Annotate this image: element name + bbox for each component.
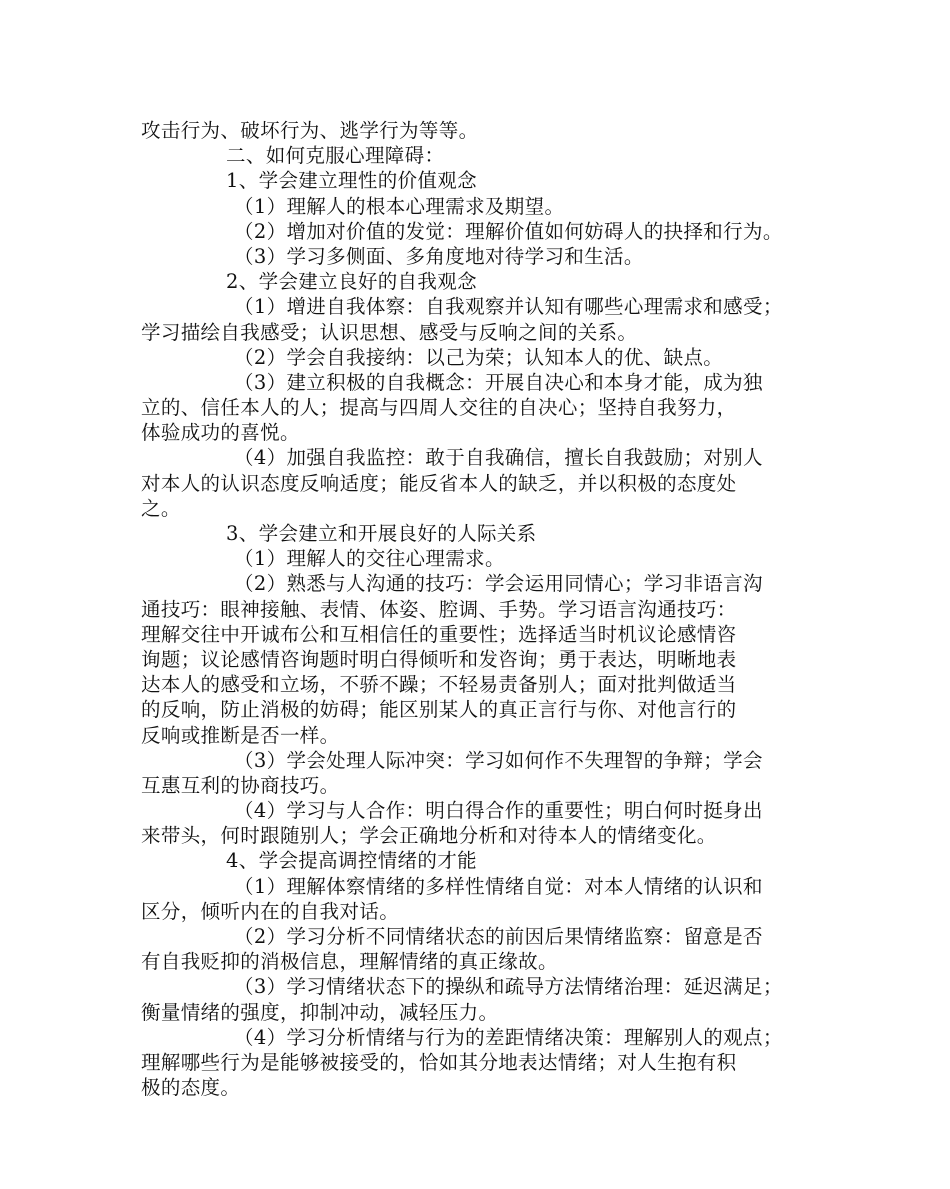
text-line: （1）理解体察情绪的多样性情绪自觉：对本人情绪的认识和 [234, 874, 763, 898]
text-line: 对本人的认识态度反响适度；能反省本人的缺乏，并以积极的态度处 [141, 471, 737, 495]
text-line: （2）增加对价值的发觉：理解价值如何妨碍人的抉择和行为。 [234, 219, 783, 243]
text-line: 达本人的感受和立场，不骄不躁；不轻易责备别人；面对批判做适当 [141, 673, 737, 697]
document-body [141, 118, 821, 1100]
text-line: （3）建立积极的自我概念：开展自决心和本身才能，成为独 [234, 370, 763, 394]
text-line: 学习描绘自我感受；认识思想、感受与反响之间的关系。 [141, 320, 638, 344]
text-line: 立的、信任本人的人；提高与四周人交往的自决心；坚持自我努力， [141, 396, 737, 420]
text-line: 1、学会建立理性的价值观念 [226, 169, 477, 193]
text-line: （4）学习与人合作：明白得合作的重要性；明白何时挺身出 [234, 799, 763, 823]
text-line: 互惠互利的协商技巧。 [141, 773, 340, 797]
text-line: （3）学会处理人际冲突：学习如何作不失理智的争辩；学会 [234, 748, 763, 772]
text-line: 3、学会建立和开展良好的人际关系 [226, 522, 537, 545]
text-line: 理解交往中开诚布公和互相信任的重要性；选择适当时机议论感情咨 [141, 622, 737, 646]
text-line: （3）学习多侧面、多角度地对待学习和生活。 [234, 244, 644, 268]
text-line: 衡量情绪的强度，抑制冲动，减轻压力。 [141, 1000, 499, 1024]
text-line: 二、如何克服心理障碍： [226, 144, 445, 168]
text-line: 2、学会建立良好的自我观念 [226, 270, 477, 294]
text-line: 的反响，防止消极的妨碍；能区别某人的真正言行与你、对他言行的 [141, 698, 737, 722]
text-line: （1）理解人的根本心理需求及期望。 [234, 194, 565, 218]
text-line: （2）熟悉与人沟通的技巧：学会运用同情心；学习非语言沟 [234, 572, 763, 596]
text-line: （2）学会自我接纳：以己为荣；认知本人的优、缺点。 [234, 345, 724, 369]
text-line: 之。 [141, 496, 181, 520]
text-line: 来带头，何时跟随别人；学会正确地分析和对待本人的情绪变化。 [141, 824, 717, 848]
text-line: 体验成功的喜悦。 [141, 421, 300, 445]
text-line: 区分，倾听内在的自我对话。 [141, 899, 400, 923]
text-line: 询题；议论感情咨询题时明白得倾听和发咨询；勇于表达，明晰地表 [141, 647, 737, 671]
text-line: （4）加强自我监控：敢于自我确信，擅长自我鼓励；对别人 [234, 446, 763, 470]
text-line: 反响或推断是否一样。 [141, 723, 340, 747]
text-line: 4、学会提高调控情绪的才能 [226, 849, 477, 873]
text-line: （1）增进自我体察：自我观察并认知有哪些心理需求和感受； [234, 295, 783, 319]
text-line: 通技巧：眼神接触、表情、体姿、腔调、手势。学习语言沟通技巧： [141, 597, 737, 621]
text-line: 极的态度。 [141, 1076, 241, 1100]
text-line: （3）学习情绪状态下的操纵和疏导方法情绪治理：延迟满足； [234, 975, 783, 999]
text-line: 理解哪些行为是能够被接受的，恰如其分地表达情绪；对人生抱有积 [141, 1050, 737, 1074]
text-line: （1）理解人的交往心理需求。 [234, 547, 505, 571]
text-line: 攻击行为、破坏行为、逃学行为等等。 [141, 119, 479, 142]
text-line: （2）学习分析不同情绪状态的前因后果情绪监察：留意是否 [234, 925, 763, 948]
text-line: （4）学习分析情绪与行为的差距情绪决策：理解别人的观点； [234, 1025, 783, 1049]
text-line: 有自我贬抑的消极信息，理解情绪的真正缘故。 [141, 950, 558, 974]
